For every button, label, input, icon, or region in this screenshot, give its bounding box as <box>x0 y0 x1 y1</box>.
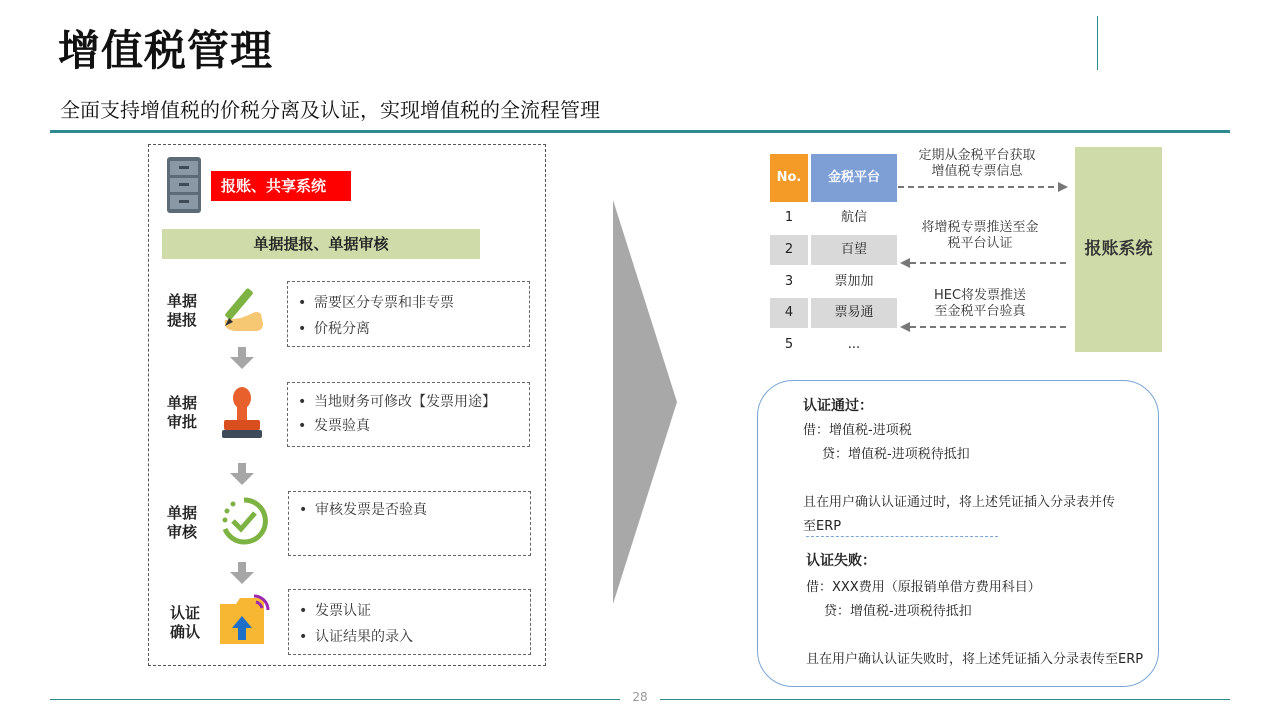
cert-pass-title: 认证通过： <box>803 398 873 414</box>
step-label-confirm: 认证 确认 <box>170 604 201 641</box>
bullet-item: • 审核发票是否验真 <box>299 500 520 520</box>
table-header-platform: 金税平台 <box>811 154 897 202</box>
cert-pass-debit: 借：增值税-进项税 <box>803 423 912 438</box>
cert-divider <box>806 536 998 537</box>
check-circle-icon <box>219 496 269 546</box>
header-divider <box>1097 16 1098 70</box>
down-arrow-icon <box>230 562 254 584</box>
section-bar: 单据提报、单据审核 <box>162 229 480 259</box>
step-box-confirm <box>288 589 531 655</box>
page-title: 增值税管理 <box>58 26 274 75</box>
cert-pass-credit: 贷：增值税-进项税待抵扣 <box>822 447 970 462</box>
bullet-item: • 发票认证 <box>299 598 520 624</box>
step-box-review <box>288 491 531 556</box>
step-label-review: 单据 审核 <box>167 504 198 541</box>
cert-fail-note: 且在用户确认认证失败时，将上述凭证插入分录表传至ERP <box>806 652 1144 667</box>
bullet-item: • 认证结果的录入 <box>299 624 520 650</box>
page-number: 28 <box>632 690 648 704</box>
cert-pass-note-cont: 至ERP <box>803 519 842 534</box>
folder-upload-icon <box>218 592 272 648</box>
table-cell-platform: 票加加 <box>834 274 874 289</box>
table-cell-platform: 票易通 <box>811 298 897 328</box>
cert-fail-title: 认证失败： <box>806 553 876 569</box>
step-box-submit <box>287 281 530 347</box>
down-arrow-icon <box>230 347 254 369</box>
table-cell-platform: 百望 <box>811 235 897 265</box>
footer-rule-left <box>50 699 620 700</box>
flow-label-fetch: 定期从金税平台获取 增值税专票信息 <box>918 148 1036 179</box>
step-label-submit: 单据 提报 <box>167 292 198 329</box>
table-cell-no: 2 <box>770 235 808 265</box>
stamp-icon <box>219 386 265 440</box>
table-cell-no: 4 <box>770 298 808 328</box>
table-cell-no: 1 <box>784 210 794 225</box>
table-header-no: No. <box>770 154 808 202</box>
file-cabinet-icon <box>166 156 202 214</box>
chevron-right-icon <box>613 200 677 604</box>
table-cell-no: 3 <box>784 274 794 289</box>
reimbursement-system-box: 报账系统 <box>1075 147 1162 352</box>
bullet-item: • 价税分离 <box>298 316 519 342</box>
page-subtitle: 全面支持增值税的价税分离及认证，实现增值税的全流程管理 <box>60 98 600 122</box>
table-cell-platform: 航信 <box>840 210 867 225</box>
bullet-item: • 需要区分专票和非专票 <box>298 290 519 316</box>
pen-hand-icon <box>217 284 267 334</box>
cert-fail-debit: 借：XXX费用（原报销单借方费用科目） <box>806 580 1041 595</box>
bullet-item: • 发票验真 <box>298 413 519 439</box>
step-box-approve <box>287 382 530 447</box>
down-arrow-icon <box>230 463 254 485</box>
header-rule <box>50 130 1230 133</box>
bullet-item: • 当地财务可修改【发票用途】 <box>298 391 519 413</box>
flow-label-push-verify: HEC将发票推送 至金税平台验真 <box>933 288 1027 319</box>
table-cell-platform: ... <box>847 337 861 352</box>
table-cell-no: 5 <box>784 337 794 352</box>
flow-label-push-cert: 将增税专票推送至金 税平台认证 <box>921 220 1039 251</box>
cert-pass-note: 且在用户确认认证通过时，将上述凭证插入分录表并传 <box>803 495 1116 510</box>
system-label: 报账、共享系统 <box>211 171 351 201</box>
footer-rule-right <box>660 699 1230 700</box>
step-label-approve: 单据 审批 <box>167 394 198 431</box>
cert-fail-credit: 贷：增值税-进项税待抵扣 <box>824 604 972 619</box>
